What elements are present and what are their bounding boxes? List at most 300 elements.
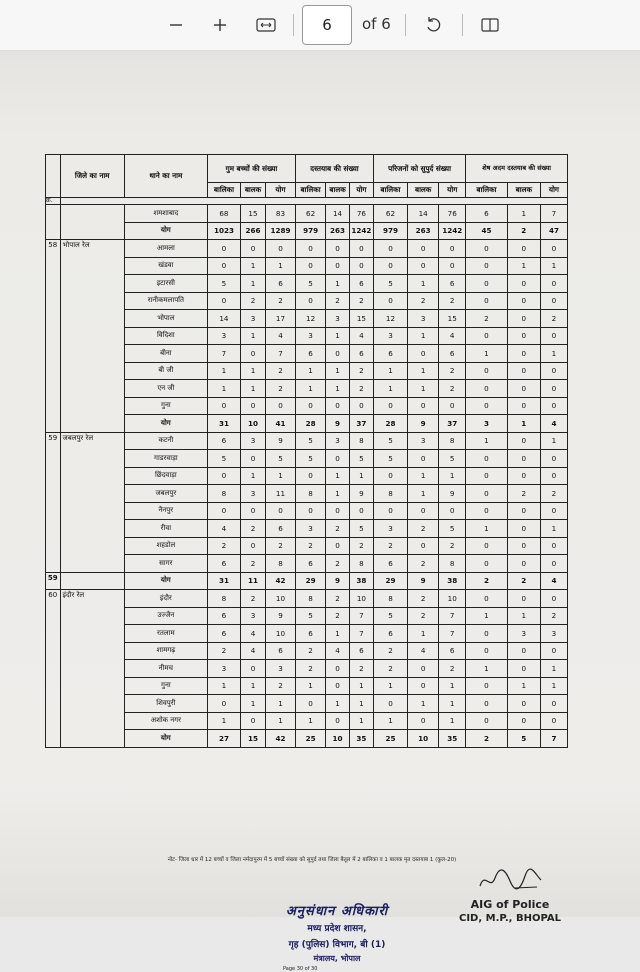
count-cell: 76 [349, 205, 373, 223]
station-name: योग [124, 222, 207, 240]
count-cell: 3 [373, 327, 407, 345]
count-cell: 62 [373, 205, 407, 223]
count-cell: 62 [296, 205, 326, 223]
table-row [46, 642, 568, 660]
count-cell: 1 [241, 677, 266, 695]
count-cell: 0 [540, 275, 567, 293]
count-cell: 12 [373, 310, 407, 328]
count-cell: 1 [466, 345, 508, 363]
station-name: आमला [124, 240, 207, 258]
count-cell: 5 [296, 450, 326, 468]
serial-number: 59 [46, 572, 61, 590]
station-name: इटारसी [124, 275, 207, 293]
count-cell: 0 [540, 555, 567, 573]
count-cell: 6 [439, 642, 466, 660]
count-cell: 0 [540, 397, 567, 415]
district-header: जिले का नाम [60, 155, 124, 198]
table-row [46, 397, 568, 415]
table-row [46, 695, 568, 713]
count-cell: 1 [466, 432, 508, 450]
count-cell: 0 [466, 240, 508, 258]
count-cell: 0 [296, 292, 326, 310]
count-cell: 1 [540, 345, 567, 363]
count-cell: 7 [349, 625, 373, 643]
station-name: योग [124, 572, 207, 590]
count-cell: 4 [540, 415, 567, 433]
count-cell: 2 [241, 292, 266, 310]
count-cell: 5 [507, 730, 540, 748]
document-page [0, 51, 640, 972]
count-cell: 3 [241, 432, 266, 450]
count-cell: 10 [408, 730, 439, 748]
table-row [46, 345, 568, 363]
count-cell: 0 [540, 292, 567, 310]
count-cell: 2 [265, 677, 295, 695]
count-cell: 0 [540, 695, 567, 713]
count-cell: 1 [439, 695, 466, 713]
count-cell: 263 [326, 222, 350, 240]
count-cell: 68 [207, 205, 240, 223]
count-cell: 1 [373, 712, 407, 730]
count-cell: 2 [349, 537, 373, 555]
count-cell: 1242 [349, 222, 373, 240]
table-row [46, 712, 568, 730]
count-cell: 6 [265, 275, 295, 293]
count-cell: 0 [540, 712, 567, 730]
count-cell: 6 [373, 625, 407, 643]
count-cell: 6 [265, 520, 295, 538]
count-cell: 6 [373, 345, 407, 363]
count-cell: 14 [408, 205, 439, 223]
count-cell: 1 [540, 257, 567, 275]
station-name: नैनपुर [124, 502, 207, 520]
count-cell: 0 [540, 362, 567, 380]
count-cell: 0 [466, 362, 508, 380]
serial-number: 59 [46, 432, 61, 572]
count-cell: 263 [408, 222, 439, 240]
table-row [46, 625, 568, 643]
count-cell: 4 [241, 625, 266, 643]
signature-block [455, 866, 565, 924]
zoom-in-button[interactable] [208, 12, 232, 38]
count-cell: 0 [296, 240, 326, 258]
count-cell: 9 [265, 607, 295, 625]
stamp-line: गृह (पुलिस) विभाग, बी (1) [288, 940, 386, 950]
count-cell: 1 [507, 257, 540, 275]
table-total-row [46, 572, 568, 590]
count-cell: 2 [326, 520, 350, 538]
count-cell: 1 [349, 695, 373, 713]
count-cell: 1 [326, 695, 350, 713]
count-cell: 4 [439, 327, 466, 345]
count-cell: 2 [507, 222, 540, 240]
count-cell: 0 [507, 397, 540, 415]
count-cell: 1 [265, 712, 295, 730]
count-cell: 5 [349, 520, 373, 538]
count-cell: 0 [507, 292, 540, 310]
count-cell: 2 [439, 380, 466, 398]
count-cell: 0 [507, 467, 540, 485]
count-cell: 0 [466, 292, 508, 310]
count-cell: 0 [507, 327, 540, 345]
count-cell: 9 [326, 415, 350, 433]
count-cell: 1 [265, 257, 295, 275]
station-name: सागर [124, 555, 207, 573]
count-cell: 1 [408, 275, 439, 293]
count-cell: 1 [326, 362, 350, 380]
count-cell: 6 [439, 345, 466, 363]
station-name: भोपाल [124, 310, 207, 328]
table-row [46, 520, 568, 538]
count-cell: 0 [507, 275, 540, 293]
count-cell: 10 [439, 590, 466, 608]
count-cell: 0 [466, 590, 508, 608]
count-cell: 38 [439, 572, 466, 590]
station-name: शहडोल [124, 537, 207, 555]
count-cell: 0 [241, 660, 266, 678]
count-cell: 10 [265, 625, 295, 643]
count-cell: 0 [207, 467, 240, 485]
count-cell: 2 [439, 660, 466, 678]
count-cell: 3 [207, 660, 240, 678]
count-cell: 0 [241, 537, 266, 555]
count-cell: 6 [296, 345, 326, 363]
count-cell: 0 [349, 257, 373, 275]
count-cell: 0 [408, 240, 439, 258]
count-cell: 38 [349, 572, 373, 590]
count-cell: 0 [326, 397, 350, 415]
count-cell: 3 [408, 310, 439, 328]
count-cell: 1 [349, 712, 373, 730]
count-cell: 8 [373, 485, 407, 503]
count-cell: 10 [326, 730, 350, 748]
stamp-line: मंत्रालय, भोपाल [313, 954, 361, 963]
count-cell: 31 [207, 415, 240, 433]
count-cell: 0 [466, 450, 508, 468]
table-total-row [46, 415, 568, 433]
subheader-total: योग [540, 183, 567, 198]
page-view-button[interactable] [478, 12, 502, 38]
count-cell: 1 [507, 607, 540, 625]
count-cell: 0 [408, 537, 439, 555]
count-cell: 14 [326, 205, 350, 223]
table-body [46, 205, 568, 748]
count-cell: 1 [466, 660, 508, 678]
page-count-label: of 6 [362, 15, 391, 33]
count-cell: 1289 [265, 222, 295, 240]
count-cell: 0 [466, 380, 508, 398]
count-cell: 0 [540, 467, 567, 485]
count-cell: 1 [507, 205, 540, 223]
count-cell: 3 [540, 625, 567, 643]
subheader-girls: बालिका [466, 183, 508, 198]
count-cell: 2 [265, 362, 295, 380]
rotate-button[interactable] [422, 12, 446, 38]
sno-header [46, 155, 61, 198]
count-cell: 2 [466, 572, 508, 590]
count-cell: 1 [241, 362, 266, 380]
station-name: जबलपुर [124, 485, 207, 503]
count-cell: 7 [540, 205, 567, 223]
count-cell: 2 [439, 292, 466, 310]
count-cell: 2 [466, 310, 508, 328]
count-cell: 0 [466, 327, 508, 345]
count-cell: 0 [408, 345, 439, 363]
table-row [46, 327, 568, 345]
count-cell: 1 [326, 467, 350, 485]
count-cell: 1 [326, 327, 350, 345]
station-name: उज्जैन [124, 607, 207, 625]
official-stamp [257, 901, 417, 964]
table-row [46, 380, 568, 398]
count-cell: 0 [507, 240, 540, 258]
count-cell: 2 [265, 292, 295, 310]
count-cell: 2 [241, 520, 266, 538]
table-row [46, 275, 568, 293]
count-cell: 1 [408, 327, 439, 345]
count-cell: 1 [326, 625, 350, 643]
count-cell: 0 [326, 257, 350, 275]
count-cell: 7 [439, 607, 466, 625]
count-cell: 5 [373, 275, 407, 293]
count-cell: 31 [207, 572, 240, 590]
count-cell: 1 [507, 415, 540, 433]
count-cell: 28 [296, 415, 326, 433]
toolbar-divider [405, 14, 406, 36]
count-cell: 0 [507, 502, 540, 520]
count-cell: 0 [207, 292, 240, 310]
station-name: शामगढ़ [124, 642, 207, 660]
count-cell: 979 [296, 222, 326, 240]
count-cell: 2 [439, 362, 466, 380]
count-cell: 0 [296, 695, 326, 713]
count-cell: 0 [326, 240, 350, 258]
page-footer-label: Page 30 of 30 [283, 966, 318, 972]
count-cell: 0 [373, 467, 407, 485]
count-cell: 2 [408, 590, 439, 608]
station-name: बीना [124, 345, 207, 363]
count-cell: 1 [439, 677, 466, 695]
count-cell: 1 [408, 625, 439, 643]
count-cell: 0 [540, 642, 567, 660]
count-cell: 6 [439, 275, 466, 293]
count-cell: 1 [296, 677, 326, 695]
count-cell: 8 [439, 555, 466, 573]
count-cell: 0 [439, 240, 466, 258]
count-cell: 10 [265, 590, 295, 608]
count-cell: 1242 [439, 222, 466, 240]
count-cell: 0 [326, 660, 350, 678]
count-cell: 2 [326, 590, 350, 608]
toolbar-divider [462, 14, 463, 36]
count-cell: 0 [326, 677, 350, 695]
subheader-boys: बालक [408, 183, 439, 198]
count-cell: 0 [265, 502, 295, 520]
count-cell: 0 [207, 397, 240, 415]
count-cell: 15 [349, 310, 373, 328]
count-cell: 4 [207, 520, 240, 538]
toolbar-divider [293, 14, 294, 36]
count-cell: 5 [296, 432, 326, 450]
count-cell: 5 [207, 275, 240, 293]
count-cell: 5 [373, 607, 407, 625]
district-name [60, 572, 124, 590]
count-cell: 1 [207, 712, 240, 730]
count-cell: 2 [540, 485, 567, 503]
subheader-girls: बालिका [207, 183, 240, 198]
count-cell: 6 [207, 625, 240, 643]
subheader-girls: बालिका [373, 183, 407, 198]
remaining-header: शेष अदम दस्तयाब की संख्या [466, 155, 568, 183]
count-cell: 1 [207, 362, 240, 380]
subheader-total: योग [439, 183, 466, 198]
count-cell: 5 [207, 450, 240, 468]
count-cell: 15 [439, 310, 466, 328]
count-cell: 7 [265, 345, 295, 363]
count-cell: 29 [373, 572, 407, 590]
count-cell: 6 [207, 555, 240, 573]
count-cell: 0 [326, 345, 350, 363]
count-cell: 4 [349, 327, 373, 345]
count-cell: 3 [241, 607, 266, 625]
count-cell: 2 [241, 555, 266, 573]
count-cell: 1 [241, 327, 266, 345]
count-cell: 42 [265, 730, 295, 748]
count-cell: 0 [466, 642, 508, 660]
district-name: जबलपुर रेल [60, 432, 124, 572]
count-cell: 37 [349, 415, 373, 433]
count-cell: 4 [326, 642, 350, 660]
table-row [46, 432, 568, 450]
count-cell: 2 [265, 380, 295, 398]
district-name: इंदौर रेल [60, 590, 124, 748]
zoom-out-button[interactable] [164, 12, 188, 38]
missing-children-table [45, 154, 568, 748]
count-cell: 3 [466, 415, 508, 433]
count-cell: 0 [439, 397, 466, 415]
count-cell: 5 [373, 432, 407, 450]
count-cell: 0 [507, 660, 540, 678]
count-cell: 1 [265, 695, 295, 713]
count-cell: 0 [326, 502, 350, 520]
count-cell: 5 [373, 450, 407, 468]
count-cell: 9 [265, 432, 295, 450]
count-cell: 14 [207, 310, 240, 328]
count-cell: 0 [507, 590, 540, 608]
count-cell: 0 [466, 467, 508, 485]
count-cell: 2 [326, 292, 350, 310]
count-cell: 15 [241, 730, 266, 748]
count-cell: 0 [408, 502, 439, 520]
station-name: शिवपुरी [124, 695, 207, 713]
station-name: गुना [124, 397, 207, 415]
table-row [46, 362, 568, 380]
table-row [46, 660, 568, 678]
count-cell: 8 [296, 590, 326, 608]
count-cell: 0 [241, 240, 266, 258]
subheader-total: योग [349, 183, 373, 198]
count-cell: 6 [207, 432, 240, 450]
count-cell: 2 [408, 607, 439, 625]
count-cell: 0 [207, 257, 240, 275]
missing-header: गुम बच्चों की संख्या [207, 155, 295, 183]
count-cell: 1 [241, 467, 266, 485]
count-cell: 0 [507, 345, 540, 363]
count-cell: 0 [540, 502, 567, 520]
count-cell: 1 [265, 467, 295, 485]
count-cell: 2 [373, 660, 407, 678]
station-name: योग [124, 415, 207, 433]
count-cell: 1 [466, 520, 508, 538]
table-row [46, 257, 568, 275]
count-cell: 1 [408, 485, 439, 503]
subheader-total: योग [265, 183, 295, 198]
count-cell: 0 [507, 695, 540, 713]
count-cell: 25 [296, 730, 326, 748]
count-cell: 1 [241, 695, 266, 713]
count-cell: 8 [349, 555, 373, 573]
count-cell: 5 [296, 275, 326, 293]
count-cell: 0 [507, 380, 540, 398]
pdf-toolbar [0, 0, 640, 51]
count-cell: 979 [373, 222, 407, 240]
page-number-input[interactable]: 6 [302, 5, 352, 45]
count-cell: 1 [207, 677, 240, 695]
count-cell: 2 [265, 537, 295, 555]
count-cell: 1 [439, 467, 466, 485]
count-cell: 83 [265, 205, 295, 223]
table-row [46, 677, 568, 695]
count-cell: 28 [373, 415, 407, 433]
count-cell: 2 [466, 730, 508, 748]
sno-subheader: क्र. [46, 198, 61, 205]
rotate-icon [425, 16, 443, 34]
count-cell: 0 [408, 660, 439, 678]
fit-width-button[interactable] [254, 12, 278, 38]
count-cell: 0 [349, 502, 373, 520]
count-cell: 1 [408, 362, 439, 380]
count-cell: 0 [540, 450, 567, 468]
table-row [46, 292, 568, 310]
count-cell: 0 [408, 257, 439, 275]
count-cell: 3 [207, 327, 240, 345]
count-cell: 8 [373, 590, 407, 608]
count-cell: 2 [540, 310, 567, 328]
count-cell: 2 [540, 607, 567, 625]
count-cell: 35 [439, 730, 466, 748]
count-cell: 3 [507, 625, 540, 643]
count-cell: 8 [207, 590, 240, 608]
count-cell: 9 [439, 485, 466, 503]
station-name: रानीकमलापति [124, 292, 207, 310]
count-cell: 6 [265, 642, 295, 660]
count-cell: 8 [439, 432, 466, 450]
count-cell: 1 [296, 380, 326, 398]
station-name: गाडरवाड़ा [124, 450, 207, 468]
count-cell: 0 [466, 677, 508, 695]
count-cell: 0 [540, 590, 567, 608]
count-cell: 3 [265, 660, 295, 678]
count-cell: 0 [540, 240, 567, 258]
count-cell: 45 [466, 222, 508, 240]
count-cell: 11 [265, 485, 295, 503]
count-cell: 2 [349, 660, 373, 678]
count-cell: 2 [373, 642, 407, 660]
count-cell: 3 [408, 432, 439, 450]
count-cell: 0 [408, 677, 439, 695]
count-cell: 0 [466, 625, 508, 643]
count-cell: 7 [207, 345, 240, 363]
